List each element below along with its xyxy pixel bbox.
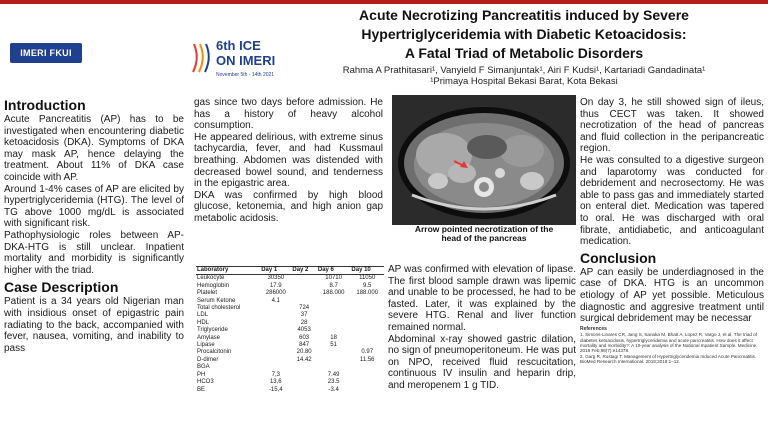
imeri-fkui-logo-text: IMERI FKUI: [20, 48, 72, 58]
case-paragraph-3: He appeared delirious, with extreme sinus tachycardia, fever, and had Kussmaul breathing. Abdomen was distended with decreased bowel sound, and tenderness in the epigastric area.: [194, 131, 383, 190]
lab-parameter-cell: Platelet: [197, 290, 218, 297]
lab-value-cell: [350, 327, 384, 334]
lab-value-cell: [350, 312, 384, 319]
title-line-3: A Fatal Triad of Metabolic Disorders: [404, 45, 644, 61]
lab-value-cell: [260, 357, 291, 364]
lab-row: [196, 357, 384, 364]
ice-logo-line2: ON IMERI: [216, 53, 276, 68]
lab-value-cell: 7.49: [327, 371, 340, 378]
lab-row: [196, 298, 384, 305]
lab-value-cell: 603: [299, 334, 310, 341]
lab-value-cell: [350, 372, 384, 379]
lab-header-cell: Day 10: [350, 267, 384, 275]
conclusion-text: AP can easily be underdiagnosed in the case of DKA. HTG is an uncommon etiology of AP yet possible. Meticulous diagnostic and aggresive treatment until surgical debridement may be necessar: [580, 266, 764, 325]
lab-value-cell: 28: [300, 319, 308, 326]
lab-value-cell: [350, 342, 384, 349]
lab-value-cell: 286000: [265, 290, 286, 297]
lab-value-cell: 188.000: [356, 290, 379, 297]
col4-paragraph-1: On day 3, he still showed sign of ileus, thus CECT was taken. It showed necrotization of the head of pancreas and fluid collection in the peripancreatic region.: [580, 97, 764, 155]
column-1: [4, 97, 184, 354]
lab-value-cell: 4.1: [271, 297, 280, 304]
lab-value-cell: [317, 320, 351, 327]
lab-parameter-cell: PH: [197, 371, 206, 378]
top-stripe: [0, 0, 768, 4]
lab-value-cell: [260, 320, 291, 327]
lab-parameter-cell: Hemoglobin: [197, 282, 230, 289]
caption-line-2: head of the pancreas: [441, 233, 527, 243]
lab-value-cell: 14.42: [296, 356, 312, 363]
author-block: [300, 65, 748, 87]
case-paragraph-1: Patient is a 34 years old Nigerian man with insidious onset of epigastric pain radiating to the back, accompanied with fever, nausea, vomiting, and inability to pass: [4, 296, 184, 354]
reference-2: 2. Garg R, Rustagi T. Management of Hypertriglyceridemia Induced Acute Pancreatitis. BioMed Research International. 2018;2018:1–12.: [580, 353, 757, 365]
affiliation: ¹Primaya Hospital Bekasi Barat, Kota Bekasi: [430, 76, 618, 87]
ice-logo-icon: [190, 40, 212, 74]
col3-paragraph-2: Abdominal x-ray showed gastric dilation, no sign of pneumoperitoneum. He was put on NPO, received fluid rescucitation, continuous IV insulin and heparin drip, and meropenem 1 g TID.: [388, 333, 576, 391]
lab-parameter-cell: Serum Ketone: [197, 297, 236, 304]
lab-value-cell: 724: [299, 305, 310, 312]
lab-parameter-cell: BE: [197, 386, 206, 393]
lab-value-cell: [291, 379, 317, 386]
lab-row: [196, 283, 384, 290]
ice-on-imeri-logo: [190, 38, 300, 84]
ice-logo-line1: 6th ICE: [216, 38, 261, 53]
lab-value-cell: 0.97: [361, 349, 374, 356]
intro-paragraph-1: Acute Pancreatitis (AP) has to be investigated when encountering diabetic ketoacidosis (DKA). Symptoms of DKA may mask AP, hence delaying the treatment. About 11% of DKA case coincide with AP.: [4, 114, 184, 183]
intro-paragraph-3: Pathophysiologic roles between AP-DKA-HTG is still unclear. Inpatient mortality and morbidity is significantly higher with the triad.: [4, 229, 184, 276]
lab-value-cell: 20.80: [296, 349, 312, 356]
lab-row: [196, 372, 384, 379]
lab-header-cell: Day 2: [291, 267, 317, 275]
lab-value-cell: [260, 335, 291, 342]
title-line-1: Acute Necrotizing Pancreatitis induced by Severe: [359, 7, 689, 23]
lab-value-cell: [317, 349, 351, 356]
lab-row: [196, 327, 384, 334]
lab-value-cell: [260, 312, 291, 319]
conclusion-heading: Conclusion: [580, 249, 657, 266]
lab-row: [196, 290, 384, 297]
lab-header-cell: Day 1: [260, 267, 291, 275]
lab-parameter-cell: Lipase: [197, 342, 215, 349]
references-heading: References: [580, 325, 607, 332]
lab-row: [196, 387, 384, 394]
lab-value-cell: [317, 364, 351, 371]
lab-value-cell: 11.56: [359, 356, 375, 363]
lab-value-cell: [350, 379, 384, 386]
lab-parameter-cell: Amylase: [197, 334, 221, 341]
lab-value-cell: 7,3: [271, 371, 280, 378]
lab-value-cell: [317, 298, 351, 305]
lab-value-cell: [317, 327, 351, 334]
lab-value-cell: [260, 342, 291, 349]
lab-value-cell: [350, 305, 384, 312]
lab-value-cell: 847: [299, 342, 310, 349]
lab-value-cell: [260, 305, 291, 312]
case-description-heading: Case Description: [4, 279, 119, 296]
case-paragraph-4: DKA was confirmed by high blood glucose, ketonemia, and high anion gap metabolic acidosis.: [194, 189, 383, 224]
ct-scan-graphic: [392, 95, 576, 225]
lab-value-cell: [291, 372, 317, 379]
column-4: [580, 97, 764, 365]
ice-logo-dates: November 5th - 14th 2021: [216, 72, 275, 78]
lab-value-cell: 4053: [297, 327, 311, 334]
references: [580, 327, 764, 365]
lab-value-cell: [291, 275, 317, 283]
lab-header-cell: Laboratory: [196, 267, 260, 275]
lab-parameter-cell: Triglyceride: [197, 327, 228, 334]
lab-value-cell: [291, 298, 317, 305]
lab-value-cell: 11050: [359, 275, 376, 282]
lab-value-cell: 9.5: [363, 282, 372, 289]
lab-value-cell: [291, 283, 317, 290]
lab-header-row: [196, 267, 384, 275]
lab-parameter-cell: Total cholesterol: [197, 305, 241, 312]
lab-header-cell: Day 6: [317, 267, 351, 275]
lab-value-cell: -15,4: [268, 386, 283, 393]
lab-value-cell: 17.9: [269, 282, 282, 289]
lab-value-cell: [291, 387, 317, 394]
image-caption: [392, 225, 576, 243]
reference-1: 1. Simons-Linares CR, Jang S, Sanaka M, Bhatt A, Lopez R, Vargo J, et al. The triad of diabetes ketoacidosis, hypertriglyceridemia and acute pancreatitis. How does it affect mortality and morbidity?: A 10-year analysis of the National Inpatient Sample. Medicine. 2019 Feb;98(7):e14378.: [580, 332, 758, 354]
lab-value-cell: 18: [330, 334, 337, 341]
poster-title: [300, 6, 748, 63]
lab-value-cell: 10710: [325, 275, 342, 282]
lab-parameter-cell: LDL: [197, 312, 209, 319]
lab-value-cell: [350, 298, 384, 305]
col3-paragraph-1: AP was confirmed with elevation of lipase. The first blood sample drawn was lipemic and unable to be processed, he had to be fasted. Later, it was explained by the severe HTG. Renal and liver function remained normal.: [388, 264, 576, 333]
lab-parameter-cell: Procalcitonin: [197, 349, 232, 356]
lab-row: [196, 305, 384, 312]
lab-value-cell: 8.7: [329, 282, 338, 289]
lab-value-cell: [291, 290, 317, 297]
lab-row: [196, 342, 384, 349]
lab-value-cell: [350, 335, 384, 342]
lab-value-cell: 51: [330, 342, 337, 349]
lab-value-cell: [317, 312, 351, 319]
lab-parameter-cell: HDL: [197, 319, 210, 326]
lab-parameter-cell: HCO3: [197, 379, 214, 386]
lab-parameter-cell: Leukocyte: [197, 275, 225, 282]
lab-value-cell: 30350: [267, 275, 285, 282]
laboratory-table: [196, 266, 384, 394]
lab-row: [196, 320, 384, 327]
lab-value-cell: [260, 327, 291, 334]
lab-value-cell: 23.5: [327, 379, 340, 386]
case-paragraph-2: gas since two days before admission. He has a history of heavy alcohol consumption.: [194, 97, 383, 132]
lab-row: [196, 335, 384, 342]
column-2: [194, 97, 383, 225]
lab-value-cell: -3.4: [328, 386, 339, 393]
introduction-heading: Introduction: [4, 97, 86, 113]
lab-row: [196, 275, 384, 283]
lab-value-cell: 37: [300, 312, 308, 319]
ct-scan-image: [392, 95, 576, 225]
lab-value-cell: [260, 349, 291, 356]
col4-paragraph-2: He was consulted to a digestive surgeon and laparotomy was conducted for debridement and necrosectomy. He was able to pass gas and immediately started on enteral diet. Medication was tapered to oral. He was discharged with oral fibrate, antidiabetic, and anticoagulant medication.: [580, 154, 764, 248]
authors: Rahma A Prathitasari¹, Vanyield F Simanjuntak¹, Airi F Kudsi¹, Kartariadi Gandadinata¹: [342, 65, 706, 76]
intro-paragraph-2: Around 1-4% cases of AP are elicited by hypertriglyceridemia (HTG). The level of TG above 1000 mg/dL is associated with significant risk.: [4, 183, 184, 230]
lab-table-body: [196, 275, 384, 394]
lab-value-cell: 188.000: [322, 290, 345, 297]
imeri-fkui-logo: [10, 43, 82, 63]
lab-value-cell: 13,6: [269, 379, 282, 386]
lab-row: [196, 312, 384, 319]
lab-value-cell: [350, 364, 384, 371]
lab-parameter-cell: BGA: [197, 364, 210, 371]
lab-value-cell: [350, 387, 384, 394]
column-3: [388, 264, 576, 392]
lab-value-cell: [291, 364, 317, 371]
lab-row: [196, 349, 384, 356]
lab-value-cell: [317, 305, 351, 312]
lab-parameter-cell: D-dimer: [197, 356, 219, 363]
lab-value-cell: [317, 357, 351, 364]
lab-value-cell: [350, 320, 384, 327]
title-line-2: Hypertriglyceridemia with Diabetic Ketoacidosis:: [361, 26, 687, 42]
lab-row: [196, 379, 384, 386]
lab-row: [196, 364, 384, 371]
caption-line-1: Arrow pointed necrotization of the: [414, 224, 554, 234]
lab-value-cell: [260, 364, 291, 371]
